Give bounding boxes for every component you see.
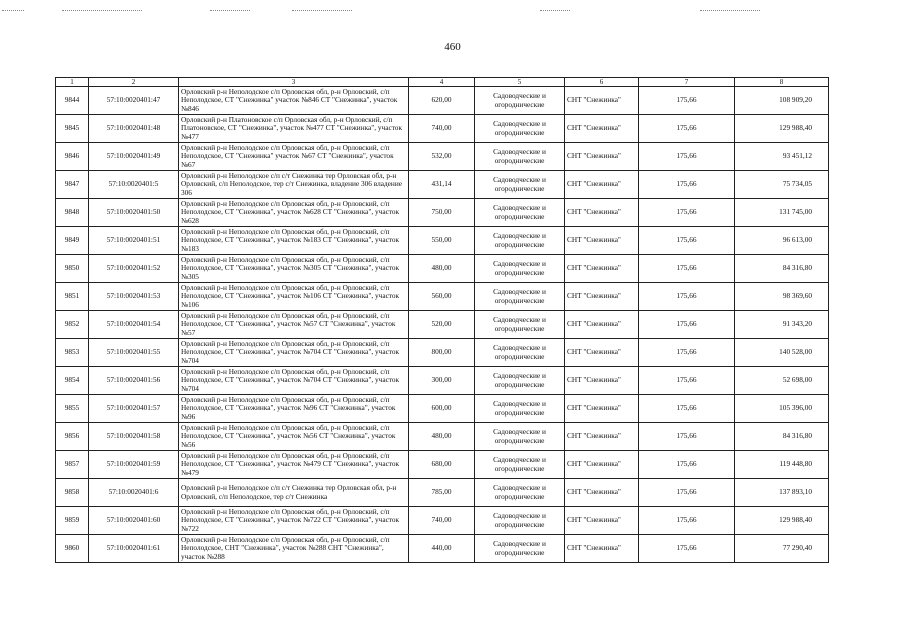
column-number: 2	[89, 78, 179, 87]
area-cell: 300,00	[409, 367, 475, 395]
organization-cell: СНТ "Снежинка"	[565, 143, 639, 171]
area-cell: 680,00	[409, 451, 475, 479]
area-cell: 532,00	[409, 143, 475, 171]
rate-cell: 175,66	[639, 535, 735, 563]
organization-cell: СНТ "Снежинка"	[565, 423, 639, 451]
cadastral-value-cell: 140 528,00	[735, 339, 829, 367]
record-number: 9860	[56, 535, 89, 563]
rate-cell: 175,66	[639, 283, 735, 311]
land-use-type-cell: Садоводческие и огороднические	[475, 283, 565, 311]
organization-cell: СНТ "Снежинка"	[565, 367, 639, 395]
address-cell: Орловский р-н Неполодское с/п Орловская обл, р-н Орловский, с/п Неполодское, СТ "Снежинка", участок №57 СТ "Снежинка", участок №57	[179, 311, 409, 339]
rate-cell: 175,66	[639, 507, 735, 535]
record-number: 9853	[56, 339, 89, 367]
area-cell: 440,00	[409, 535, 475, 563]
cadastral-number: 57:10:0020401:47	[89, 87, 179, 115]
cadastral-number: 57:10:0020401:51	[89, 227, 179, 255]
record-number: 9857	[56, 451, 89, 479]
address-cell: Орловский р-н Платоновское с/п Орловская обл, р-н Орловский, с/п Платоновское, СТ "Снежинка", участок №477 СТ "Снежинка", участок №477	[179, 115, 409, 143]
area-cell: 480,00	[409, 255, 475, 283]
address-cell: Орловский р-н Неполодское с/п Орловская обл, р-н Орловский, с/п Неполодское, СТ "Снежинка", участок №479 СТ "Снежинка", участок №479	[179, 451, 409, 479]
table-row	[56, 255, 829, 283]
record-number: 9855	[56, 395, 89, 423]
organization-cell: СНТ "Снежинка"	[565, 255, 639, 283]
table-row	[56, 451, 829, 479]
land-register-table	[55, 77, 829, 563]
land-use-type-cell: Садоводческие и огороднические	[475, 255, 565, 283]
scan-artifact	[62, 10, 142, 12]
rate-cell: 175,66	[639, 423, 735, 451]
cadastral-value-cell: 77 290,40	[735, 535, 829, 563]
organization-cell: СНТ "Снежинка"	[565, 451, 639, 479]
record-number: 9852	[56, 311, 89, 339]
area-cell: 750,00	[409, 199, 475, 227]
rate-cell: 175,66	[639, 199, 735, 227]
rate-cell: 175,66	[639, 115, 735, 143]
cadastral-value-cell: 75 734,05	[735, 171, 829, 199]
area-cell: 600,00	[409, 395, 475, 423]
cadastral-value-cell: 84 316,80	[735, 423, 829, 451]
table-row	[56, 171, 829, 199]
land-use-type-cell: Садоводческие и огороднические	[475, 451, 565, 479]
address-cell: Орловский р-н Неполодское с/п Орловская обл, р-н Орловский, с/п Неполодское, СТ "Снежинка", участок №628 СТ "Снежинка", участок №628	[179, 199, 409, 227]
cadastral-value-cell: 84 316,80	[735, 255, 829, 283]
record-number: 9851	[56, 283, 89, 311]
cadastral-value-cell: 98 369,60	[735, 283, 829, 311]
area-cell: 785,00	[409, 479, 475, 507]
cadastral-value-cell: 91 343,20	[735, 311, 829, 339]
address-cell: Орловский р-н Неполодское с/п с/т Снежинка тер Орловская обл, р-н Орловский, с/п Неполодское, тер с/т Снежинка	[179, 479, 409, 507]
column-number: 8	[735, 78, 829, 87]
address-cell: Орловский р-н Неполодское с/п Орловская обл, р-н Орловский, с/п Неполодское, СТ "Снежинка" участок №67 СТ "Снежинка", участок №67	[179, 143, 409, 171]
address-cell: Орловский р-н Неполодское с/п Орловская обл, р-н Орловский, с/п Неполодское, СТ "Снежинка", участок №704 СТ "Снежинка", участок №704	[179, 367, 409, 395]
record-number: 9854	[56, 367, 89, 395]
cadastral-value-cell: 93 451,12	[735, 143, 829, 171]
land-use-type-cell: Садоводческие и огороднические	[475, 199, 565, 227]
organization-cell: СНТ "Снежинка"	[565, 479, 639, 507]
land-use-type-cell: Садоводческие и огороднические	[475, 507, 565, 535]
page-number: 460	[444, 41, 461, 53]
organization-cell: СНТ "Снежинка"	[565, 339, 639, 367]
cadastral-number: 57:10:0020401:6	[89, 479, 179, 507]
land-use-type-cell: Садоводческие и огороднические	[475, 479, 565, 507]
column-number: 5	[475, 78, 565, 87]
rate-cell: 175,66	[639, 395, 735, 423]
column-number: 3	[179, 78, 409, 87]
organization-cell: СНТ "Снежинка"	[565, 87, 639, 115]
record-number: 9845	[56, 115, 89, 143]
record-number: 9856	[56, 423, 89, 451]
rate-cell: 175,66	[639, 143, 735, 171]
table-row	[56, 423, 829, 451]
address-cell: Орловский р-н Неполодское с/п Орловская обл, р-н Орловский, с/п Неполодское, СТ "Снежинка", участок №183 СТ "Снежинка", участок №183	[179, 227, 409, 255]
cadastral-number: 57:10:0020401:56	[89, 367, 179, 395]
record-number: 9848	[56, 199, 89, 227]
land-use-type-cell: Садоводческие и огороднические	[475, 143, 565, 171]
cadastral-number: 57:10:0020401:61	[89, 535, 179, 563]
column-number: 1	[56, 78, 89, 87]
cadastral-number: 57:10:0020401:57	[89, 395, 179, 423]
land-use-type-cell: Садоводческие и огороднические	[475, 311, 565, 339]
rate-cell: 175,66	[639, 87, 735, 115]
table-row	[56, 507, 829, 535]
cadastral-value-cell: 129 988,40	[735, 507, 829, 535]
address-cell: Орловский р-н Неполодское с/п Орловская обл, р-н Орловский, с/п Неполодское, СТ "Снежинка" участок №846 СТ "Снежинка", участок №846	[179, 87, 409, 115]
record-number: 9849	[56, 227, 89, 255]
area-cell: 800,00	[409, 339, 475, 367]
organization-cell: СНТ "Снежинка"	[565, 395, 639, 423]
organization-cell: СНТ "Снежинка"	[565, 199, 639, 227]
address-cell: Орловский р-н Неполодское с/п Орловская обл, р-н Орловский, с/п Неполодское, СНТ "Снежинка", участок №288 СНТ "Снежинка", участок №288	[179, 535, 409, 563]
cadastral-number: 57:10:0020401:60	[89, 507, 179, 535]
table-row	[56, 283, 829, 311]
record-number: 9859	[56, 507, 89, 535]
table-row	[56, 535, 829, 563]
organization-cell: СНТ "Снежинка"	[565, 535, 639, 563]
table-row	[56, 143, 829, 171]
rate-cell: 175,66	[639, 311, 735, 339]
land-use-type-cell: Садоводческие и огороднические	[475, 227, 565, 255]
organization-cell: СНТ "Снежинка"	[565, 283, 639, 311]
organization-cell: СНТ "Снежинка"	[565, 507, 639, 535]
column-number: 7	[639, 78, 735, 87]
table-row	[56, 115, 829, 143]
land-use-type-cell: Садоводческие и огороднические	[475, 115, 565, 143]
scan-artifact	[210, 10, 250, 12]
area-cell: 740,00	[409, 507, 475, 535]
cadastral-number: 57:10:0020401:55	[89, 339, 179, 367]
cadastral-number: 57:10:0020401:5	[89, 171, 179, 199]
land-use-type-cell: Садоводческие и огороднические	[475, 339, 565, 367]
land-use-type-cell: Садоводческие и огороднические	[475, 87, 565, 115]
cadastral-number: 57:10:0020401:50	[89, 199, 179, 227]
cadastral-value-cell: 105 396,00	[735, 395, 829, 423]
land-use-type-cell: Садоводческие и огороднические	[475, 535, 565, 563]
table-row	[56, 339, 829, 367]
organization-cell: СНТ "Снежинка"	[565, 227, 639, 255]
land-use-type-cell: Садоводческие и огороднические	[475, 423, 565, 451]
cadastral-number: 57:10:0020401:49	[89, 143, 179, 171]
column-number: 4	[409, 78, 475, 87]
table-row	[56, 479, 829, 507]
address-cell: Орловский р-н Неполодское с/п с/т Снежинка тер Орловская обл, р-н Орловский, с/п Неполодское, тер с/т Снежинка, владение 306 владение 306	[179, 171, 409, 199]
address-cell: Орловский р-н Неполодское с/п Орловская обл, р-н Орловский, с/п Неполодское, СТ "Снежинка", участок №56 СТ "Снежинка", участок №56	[179, 423, 409, 451]
area-cell: 560,00	[409, 283, 475, 311]
scan-artifact	[2, 10, 24, 12]
table-row	[56, 199, 829, 227]
table-row	[56, 311, 829, 339]
record-number: 9847	[56, 171, 89, 199]
cadastral-number: 57:10:0020401:48	[89, 115, 179, 143]
area-cell: 550,00	[409, 227, 475, 255]
rate-cell: 175,66	[639, 227, 735, 255]
address-cell: Орловский р-н Неполодское с/п Орловская обл, р-н Орловский, с/п Неполодское, СТ "Снежинка", участок №722 СТ "Снежинка", участок №722	[179, 507, 409, 535]
organization-cell: СНТ "Снежинка"	[565, 115, 639, 143]
area-cell: 740,00	[409, 115, 475, 143]
record-number: 9846	[56, 143, 89, 171]
cadastral-value-cell: 96 613,00	[735, 227, 829, 255]
table-row	[56, 395, 829, 423]
rate-cell: 175,66	[639, 339, 735, 367]
cadastral-value-cell: 108 909,20	[735, 87, 829, 115]
address-cell: Орловский р-н Неполодское с/п Орловская обл, р-н Орловский, с/п Неполодское, СТ "Снежинка", участок №305 СТ "Снежинка", участок №305	[179, 255, 409, 283]
area-cell: 480,00	[409, 423, 475, 451]
cadastral-value-cell: 137 893,10	[735, 479, 829, 507]
cadastral-number: 57:10:0020401:59	[89, 451, 179, 479]
rate-cell: 175,66	[639, 479, 735, 507]
record-number: 9850	[56, 255, 89, 283]
cadastral-number: 57:10:0020401:52	[89, 255, 179, 283]
rate-cell: 175,66	[639, 255, 735, 283]
cadastral-number: 57:10:0020401:53	[89, 283, 179, 311]
address-cell: Орловский р-н Неполодское с/п Орловская обл, р-н Орловский, с/п Неполодское, СТ "Снежинка", участок №704 СТ "Снежинка", участок №704	[179, 339, 409, 367]
address-cell: Орловский р-н Неполодское с/п Орловская обл, р-н Орловский, с/п Неполодское, СТ "Снежинка", участок №96 СТ "Снежинка", участок №96	[179, 395, 409, 423]
rate-cell: 175,66	[639, 171, 735, 199]
organization-cell: СНТ "Снежинка"	[565, 311, 639, 339]
scan-artifact	[292, 10, 352, 12]
cadastral-value-cell: 52 698,00	[735, 367, 829, 395]
table-row	[56, 227, 829, 255]
table-row	[56, 87, 829, 115]
column-number: 6	[565, 78, 639, 87]
land-use-type-cell: Садоводческие и огороднические	[475, 367, 565, 395]
column-number-row	[56, 78, 829, 87]
cadastral-number: 57:10:0020401:54	[89, 311, 179, 339]
land-use-type-cell: Садоводческие и огороднические	[475, 395, 565, 423]
area-cell: 620,00	[409, 87, 475, 115]
cadastral-number: 57:10:0020401:58	[89, 423, 179, 451]
land-use-type-cell: Садоводческие и огороднические	[475, 171, 565, 199]
address-cell: Орловский р-н Неполодское с/п Орловская обл, р-н Орловский, с/п Неполодское, СТ "Снежинка", участок №106 СТ "Снежинка", участок №106	[179, 283, 409, 311]
rate-cell: 175,66	[639, 451, 735, 479]
cadastral-value-cell: 119 448,80	[735, 451, 829, 479]
area-cell: 520,00	[409, 311, 475, 339]
record-number: 9858	[56, 479, 89, 507]
rate-cell: 175,66	[639, 367, 735, 395]
organization-cell: СНТ "Снежинка"	[565, 171, 639, 199]
scan-artifact	[700, 10, 760, 12]
table-row	[56, 367, 829, 395]
area-cell: 431,14	[409, 171, 475, 199]
cadastral-value-cell: 129 988,40	[735, 115, 829, 143]
scan-artifact	[540, 10, 570, 12]
record-number: 9844	[56, 87, 89, 115]
cadastral-value-cell: 131 745,00	[735, 199, 829, 227]
